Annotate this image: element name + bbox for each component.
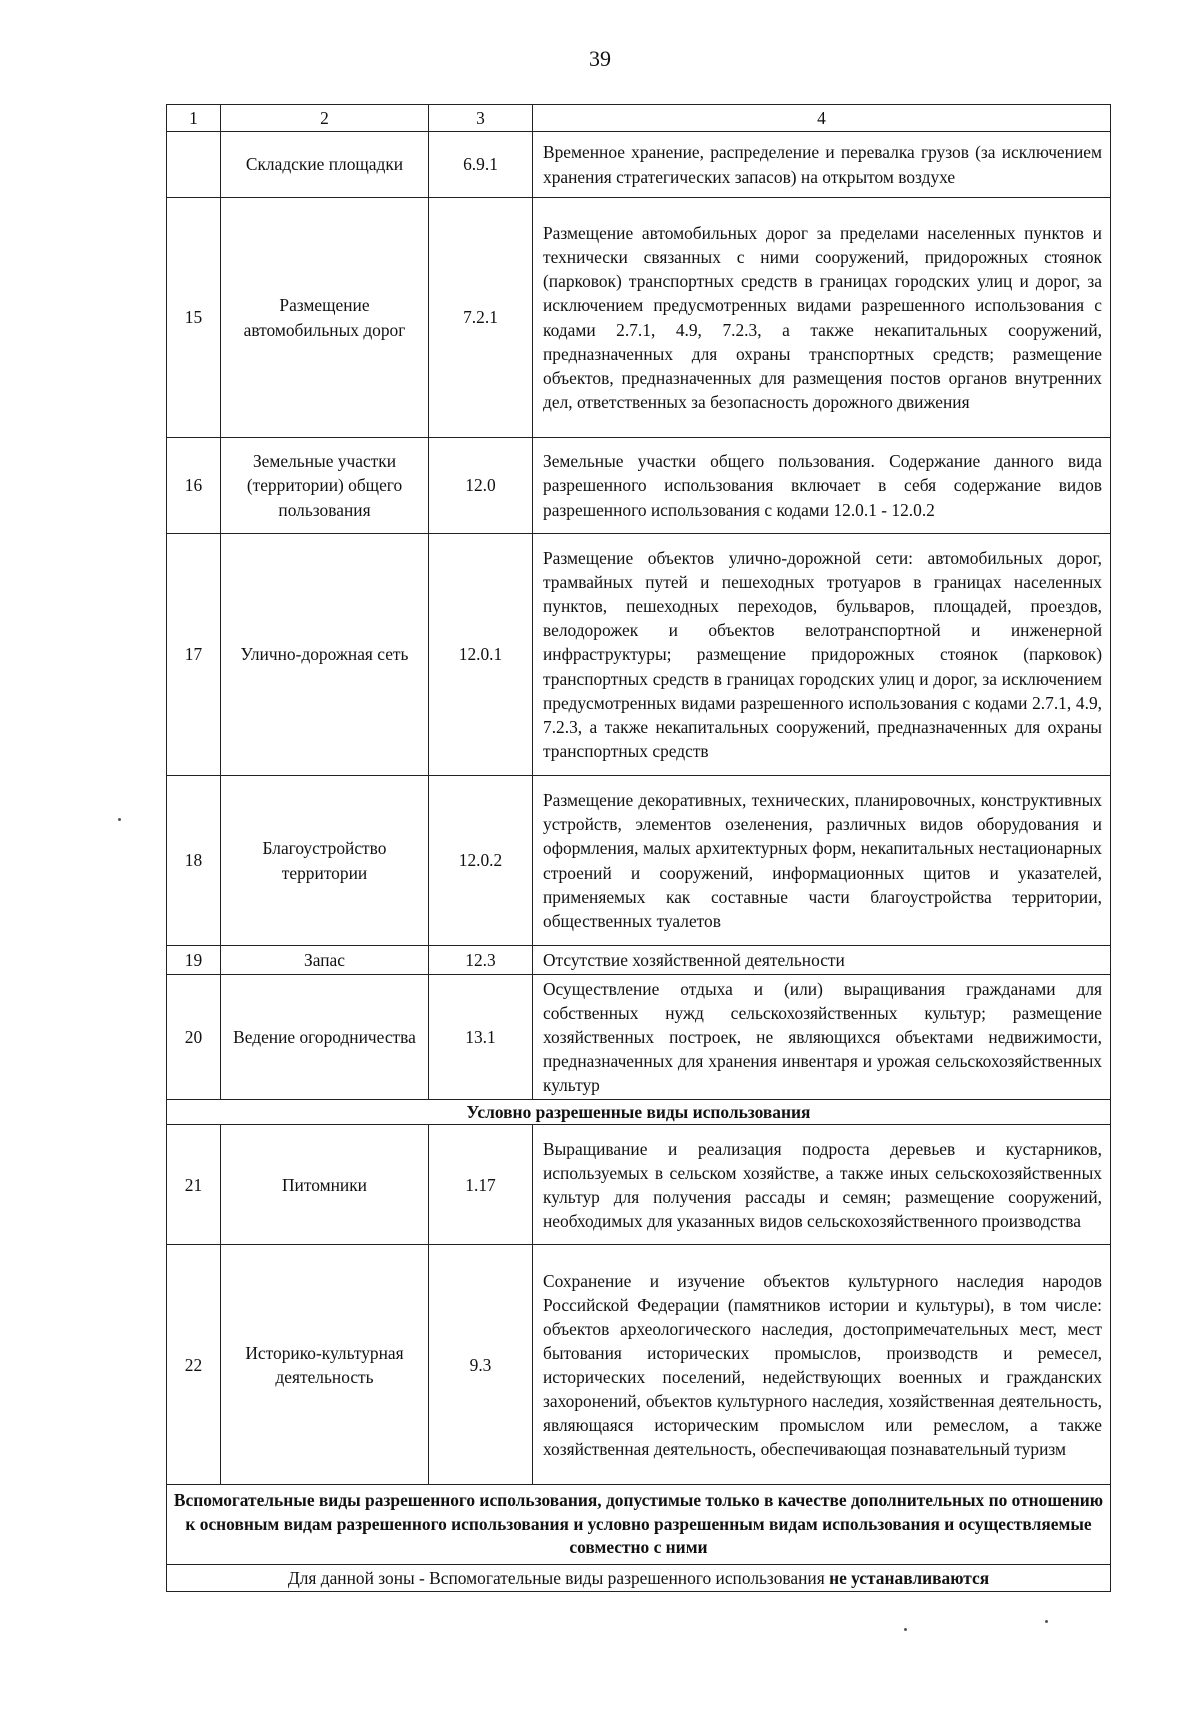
auxiliary-uses-note bbox=[167, 1564, 1111, 1591]
use-type-code: 12.3 bbox=[429, 946, 533, 975]
column-header-3: 3 bbox=[429, 105, 533, 132]
table-row bbox=[167, 776, 1111, 946]
use-type-name: Размещение автомобильных дорог bbox=[221, 198, 429, 438]
use-type-name: Благоустройство территории bbox=[221, 776, 429, 946]
use-type-description: Отсутствие хозяйственной деятельности bbox=[533, 946, 1111, 975]
use-type-code: 1.17 bbox=[429, 1125, 533, 1245]
scan-speck bbox=[904, 1628, 907, 1631]
use-type-name: Улично-дорожная сеть bbox=[221, 534, 429, 776]
use-type-name: Складские площадки bbox=[221, 132, 429, 198]
row-number: 15 bbox=[167, 198, 221, 438]
auxiliary-note-row bbox=[167, 1564, 1111, 1591]
use-type-description: Земельные участки общего пользования. Содержание данного вида разрешенного использования включает в себя содержание видов разрешенного использования с кодами 12.0.1 - 12.0.2 bbox=[533, 438, 1111, 534]
column-header-4: 4 bbox=[533, 105, 1111, 132]
table-row bbox=[167, 975, 1111, 1100]
section-heading-row bbox=[167, 1100, 1111, 1125]
use-type-name: Ведение огородничества bbox=[221, 975, 429, 1100]
page-number: 39 bbox=[589, 46, 611, 71]
use-type-description: Временное хранение, распределение и перевалка грузов (за исключением хранения стратегических запасов) на открытом воздухе bbox=[533, 132, 1111, 198]
row-number bbox=[167, 132, 221, 198]
row-number: 16 bbox=[167, 438, 221, 534]
row-number: 21 bbox=[167, 1125, 221, 1245]
table-row bbox=[167, 946, 1111, 975]
scan-speck bbox=[118, 818, 121, 821]
use-type-description: Осуществление отдыха и (или) выращивания гражданами для собственных нужд сельскохозяйственных культур; размещение хозяйственных построек, не являющихся объектами недвижимости, предназначенных для хранения инвентаря и урожая сельскохозяйственных культур bbox=[533, 975, 1111, 1100]
row-number: 20 bbox=[167, 975, 221, 1100]
row-number: 22 bbox=[167, 1245, 221, 1485]
table-row bbox=[167, 534, 1111, 776]
scan-speck bbox=[1045, 1620, 1048, 1623]
auxiliary-heading-row bbox=[167, 1485, 1111, 1564]
column-header-2: 2 bbox=[221, 105, 429, 132]
column-number-header-row bbox=[167, 105, 1111, 132]
use-type-code: 12.0.1 bbox=[429, 534, 533, 776]
row-number: 19 bbox=[167, 946, 221, 975]
use-type-description: Размещение объектов улично-дорожной сети: автомобильных дорог, трамвайных путей и пешеходных тротуаров в границах населенных пунктов, пешеходных переходов, бульваров, площадей, проездов, велодорожек и объектов велотранспортной и инженерной инфраструктуры; размещение придорожных стоянок (парковок) транспортных средств в границах городских улиц и дорог, за исключением предусмотренных видами разрешенного использования с кодами 2.7.1, 4.9, 7.2.3, а также некапитальных сооружений, предназначенных для охраны транспортных средств bbox=[533, 534, 1111, 776]
use-type-code: 9.3 bbox=[429, 1245, 533, 1485]
row-number: 17 bbox=[167, 534, 221, 776]
use-type-name: Питомники bbox=[221, 1125, 429, 1245]
use-type-name: Историко-культурная деятельность bbox=[221, 1245, 429, 1485]
use-type-description: Размещение автомобильных дорог за пределами населенных пунктов и технически связанных с ними сооружений, придорожных стоянок (парковок) транспортных средств в границах городских улиц и дорог, за исключением предусмотренных видами разрешенного использования с кодами 2.7.1, 4.9, 7.2.3, а также некапитальных сооружений, предназначенных для охраны транспортных средств; размещение объектов, предназначенных для размещения постов органов внутренних дел, ответственных за безопасность дорожного движения bbox=[533, 198, 1111, 438]
use-type-code: 12.0.2 bbox=[429, 776, 533, 946]
table-row bbox=[167, 1125, 1111, 1245]
table-row bbox=[167, 132, 1111, 198]
table-row bbox=[167, 438, 1111, 534]
auxiliary-note-text: Для данной зоны - Вспомогательные виды разрешенного использования bbox=[287, 1567, 830, 1588]
use-type-code: 13.1 bbox=[429, 975, 533, 1100]
use-type-code: 6.9.1 bbox=[429, 132, 533, 198]
table-row bbox=[167, 1245, 1111, 1485]
use-type-description: Сохранение и изучение объектов культурного наследия народов Российской Федерации (памятников истории и культуры), в том числе: объектов археологического наследия, достопримечательных мест, мест бытования исторических промыслов, производств и ремесел, исторических поселений, недействующих военных и гражданских захоронений, объектов культурного наследия, хозяйственная деятельность, являющаяся историческим промыслом или ремеслом, а также хозяйственная деятельность, обеспечивающая познавательный туризм bbox=[533, 1245, 1111, 1485]
conditional-uses-heading: Условно разрешенные виды использования bbox=[167, 1100, 1111, 1125]
land-use-table bbox=[166, 104, 1111, 1592]
auxiliary-note-emphasis: не устанавливаются bbox=[829, 1567, 990, 1588]
use-type-name: Земельные участки (территории) общего пользования bbox=[221, 438, 429, 534]
use-type-description: Размещение декоративных, технических, планировочных, конструктивных устройств, элементов озеленения, различных видов оборудования и оформления, малых архитектурных форм, некапитальных нестационарных строений и сооружений, информационных щитов и указателей, применяемых как составные части благоустройства территории, общественных туалетов bbox=[533, 776, 1111, 946]
auxiliary-uses-heading: Вспомогательные виды разрешенного использования, допустимые только в качестве дополнительных по отношению к основным видам разрешенного использования и условно разрешенным видам использования и осуществляемые совместно с ними bbox=[167, 1485, 1111, 1564]
use-type-name: Запас bbox=[221, 946, 429, 975]
column-header-1: 1 bbox=[167, 105, 221, 132]
use-type-code: 12.0 bbox=[429, 438, 533, 534]
row-number: 18 bbox=[167, 776, 221, 946]
use-type-code: 7.2.1 bbox=[429, 198, 533, 438]
use-type-description: Выращивание и реализация подроста деревьев и кустарников, используемых в сельском хозяйстве, а также иных сельскохозяйственных культур для получения рассады и семян; размещение сооружений, необходимых для указанных видов сельскохозяйственного производства bbox=[533, 1125, 1111, 1245]
table-row bbox=[167, 198, 1111, 438]
